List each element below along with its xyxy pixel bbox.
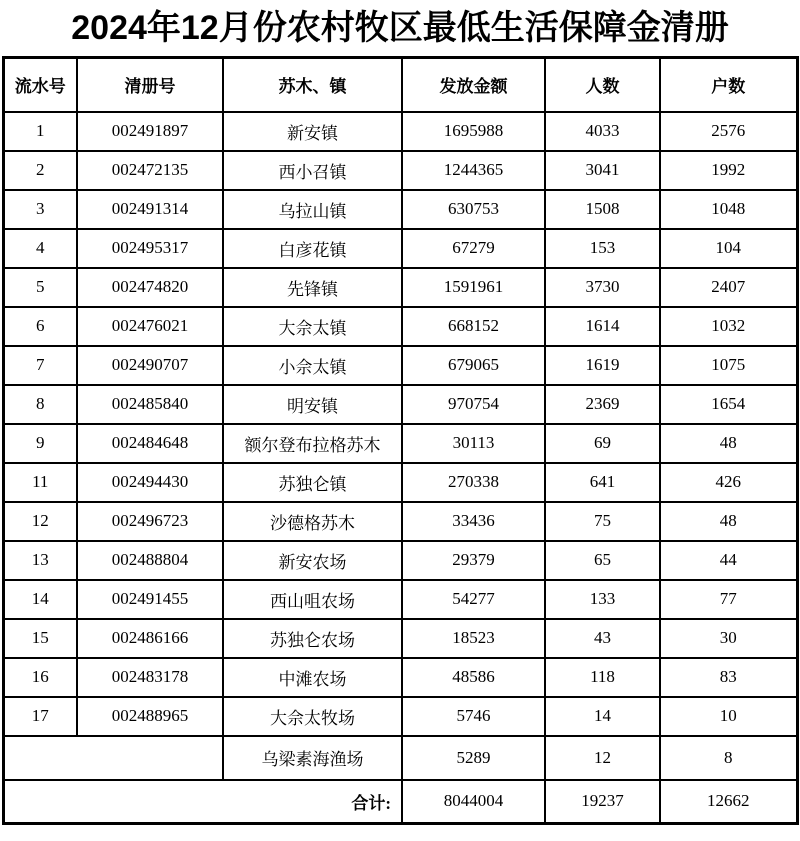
table-row [3,268,797,307]
register-no-cell: 002488804 [77,541,223,580]
amount-cell: 29379 [402,541,545,580]
serial-cell: 14 [3,580,77,619]
table-row [3,424,797,463]
total-label: 合计: [3,780,402,824]
town-cell: 苏独仑镇 [223,463,402,502]
people-cell: 641 [545,463,660,502]
amount-cell: 1591961 [402,268,545,307]
serial-cell: 15 [3,619,77,658]
amount-cell: 1244365 [402,151,545,190]
amount-cell: 630753 [402,190,545,229]
people-cell: 3041 [545,151,660,190]
town-cell: 西山咀农场 [223,580,402,619]
people-cell: 75 [545,502,660,541]
amount-cell: 970754 [402,385,545,424]
register-no-cell: 002491897 [77,112,223,151]
total-people-cell: 19237 [545,780,660,824]
amount-cell: 270338 [402,463,545,502]
serial-cell: 11 [3,463,77,502]
table-row [3,697,797,736]
people-cell: 1619 [545,346,660,385]
households-cell: 1032 [660,307,797,346]
households-cell: 77 [660,580,797,619]
total-amount-cell: 8044004 [402,780,545,824]
households-cell: 104 [660,229,797,268]
households-cell: 2407 [660,268,797,307]
amount-cell: 679065 [402,346,545,385]
table-row [3,463,797,502]
serial-cell: 3 [3,190,77,229]
merged-empty-cell [3,736,223,780]
people-cell: 2369 [545,385,660,424]
people-cell: 3730 [545,268,660,307]
households-cell: 48 [660,424,797,463]
households-cell: 1992 [660,151,797,190]
table-row [3,619,797,658]
people-cell: 69 [545,424,660,463]
households-cell: 1075 [660,346,797,385]
people-cell: 43 [545,619,660,658]
serial-cell: 2 [3,151,77,190]
serial-cell: 5 [3,268,77,307]
town-cell: 大佘太牧场 [223,697,402,736]
amount-cell: 48586 [402,658,545,697]
amount-cell: 5746 [402,697,545,736]
fish-farm-row [3,736,797,780]
amount-cell: 30113 [402,424,545,463]
serial-cell: 16 [3,658,77,697]
register-no-cell: 002496723 [77,502,223,541]
amount-cell: 5289 [402,736,545,780]
register-no-cell: 002494430 [77,463,223,502]
table-row [3,541,797,580]
people-cell: 65 [545,541,660,580]
households-cell: 1654 [660,385,797,424]
table-row [3,502,797,541]
town-cell: 额尔登布拉格苏木 [223,424,402,463]
serial-cell: 9 [3,424,77,463]
column-header-register-no: 清册号 [77,58,223,112]
serial-cell: 13 [3,541,77,580]
page-title: 2024年12月份农村牧区最低生活保障金清册 [71,9,729,47]
town-cell: 明安镇 [223,385,402,424]
table-row [3,151,797,190]
serial-cell: 4 [3,229,77,268]
column-header-people: 人数 [545,58,660,112]
households-cell: 44 [660,541,797,580]
total-households-cell: 12662 [660,780,797,824]
table-row [3,229,797,268]
register-no-cell: 002488965 [77,697,223,736]
serial-cell: 17 [3,697,77,736]
column-header-households: 户数 [660,58,797,112]
register-no-cell: 002486166 [77,619,223,658]
people-cell: 14 [545,697,660,736]
table-row [3,307,797,346]
people-cell: 4033 [545,112,660,151]
register-no-cell: 002483178 [77,658,223,697]
town-cell: 乌梁素海渔场 [223,736,402,780]
header-row [3,58,797,112]
households-cell: 48 [660,502,797,541]
register-no-cell: 002484648 [77,424,223,463]
town-cell: 苏独仑农场 [223,619,402,658]
table-body [3,112,797,824]
people-cell: 133 [545,580,660,619]
column-header-town: 苏木、镇 [223,58,402,112]
households-cell: 2576 [660,112,797,151]
table-row [3,385,797,424]
table-row [3,190,797,229]
people-cell: 12 [545,736,660,780]
people-cell: 1614 [545,307,660,346]
town-cell: 新安农场 [223,541,402,580]
amount-cell: 33436 [402,502,545,541]
town-cell: 沙德格苏木 [223,502,402,541]
town-cell: 新安镇 [223,112,402,151]
register-no-cell: 002485840 [77,385,223,424]
table-row [3,112,797,151]
amount-cell: 54277 [402,580,545,619]
table-row [3,580,797,619]
register-no-cell: 002495317 [77,229,223,268]
town-cell: 白彦花镇 [223,229,402,268]
table-row [3,658,797,697]
people-cell: 153 [545,229,660,268]
register-no-cell: 002476021 [77,307,223,346]
households-cell: 8 [660,736,797,780]
table-row [3,346,797,385]
households-cell: 83 [660,658,797,697]
households-cell: 426 [660,463,797,502]
town-cell: 乌拉山镇 [223,190,402,229]
serial-cell: 12 [3,502,77,541]
town-cell: 小佘太镇 [223,346,402,385]
column-header-serial: 流水号 [3,58,77,112]
households-cell: 30 [660,619,797,658]
register-no-cell: 002474820 [77,268,223,307]
households-cell: 1048 [660,190,797,229]
column-header-amount: 发放金额 [402,58,545,112]
amount-cell: 668152 [402,307,545,346]
households-cell: 10 [660,697,797,736]
register-no-cell: 002472135 [77,151,223,190]
town-cell: 中滩农场 [223,658,402,697]
serial-cell: 7 [3,346,77,385]
serial-cell: 8 [3,385,77,424]
register-no-cell: 002491455 [77,580,223,619]
total-row [3,780,797,824]
amount-cell: 67279 [402,229,545,268]
people-cell: 1508 [545,190,660,229]
serial-cell: 6 [3,307,77,346]
register-no-cell: 002491314 [77,190,223,229]
serial-cell: 1 [3,112,77,151]
town-cell: 先锋镇 [223,268,402,307]
register-table [2,56,799,825]
table-header [3,58,797,112]
amount-cell: 18523 [402,619,545,658]
town-cell: 大佘太镇 [223,307,402,346]
people-cell: 118 [545,658,660,697]
amount-cell: 1695988 [402,112,545,151]
register-no-cell: 002490707 [77,346,223,385]
town-cell: 西小召镇 [223,151,402,190]
